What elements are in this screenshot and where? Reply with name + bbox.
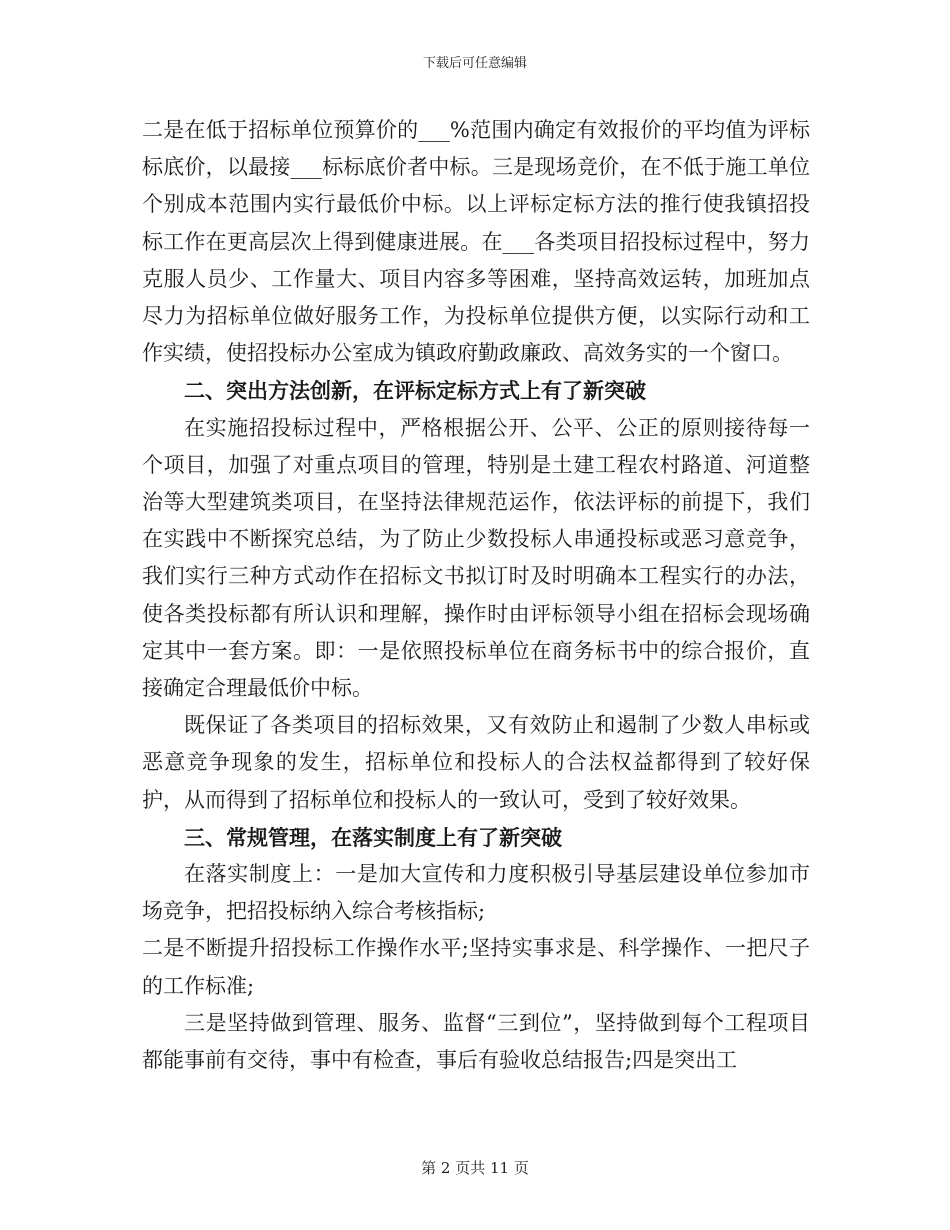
page-header: 下载后可任意编辑 bbox=[422, 56, 527, 71]
page-footer: 第 2 页共 11 页 bbox=[421, 1159, 529, 1177]
paragraph-2: 在实施招投标过程中，严格根据公开、公平、公正的原则接待每一个项目，加强了对重点项目的管理，特别是土建工程农村路道、河道整治等大型建筑类项目，在坚持法律规范运作，依法评标的前提下，我们在实践中不断探究总结，为了防止少数投标人串通投标或恶习意竞争，我们实行三种方式动作在招标文书拟订时及时明确本工程实行的办法，使各类投标都有所认识和理解，操作时由评标领导小组在招标会现场确定其中一套方案。即：一是依照投标单位在商务标书中的综合报价，直接确定合理最低价中标。 bbox=[142, 415, 810, 701]
paragraph-3: 既保证了各类项目的招标效果，又有效防止和遏制了少数人串标或恶意竞争现象的发生，招标单位和投标人的合法权益都得到了较好保护，从而得到了招标单位和投标人的一致认可，受到了较好效果。 bbox=[142, 713, 810, 812]
paragraph-6: 三是坚持做到管理、服务、监督“三到位”，坚持做到每个工程项目都能事前有交待，事中有检查，事后有验收总结报告;四是突出工 bbox=[142, 1010, 810, 1073]
paragraph-5: 二是不断提升招投标工作操作水平;坚持实事求是、科学操作、一把尺子的工作标准; bbox=[142, 936, 810, 998]
document-body bbox=[142, 112, 810, 1079]
paragraph-1: 二是在低于招标单位预算价的___%范围内确定有效报价的平均值为评标标底价，以最接___标标底价者中标。三是现场竞价，在不低于施工单位个别成本范围内实行最低价中标。以上评标定标方法的推行使我镇招投标工作在更高层次上得到健康进展。在___各类项目招投标过程中，努力克服人员少、工作量大、项目内容多等困难，坚持高效运转，加班加点尽力为招标单位做好服务工作，为投标单位提供方便，以实际行动和工作实绩，使招投标办公室成为镇政府勤政廉政、高效务实的一个窗口。 bbox=[142, 118, 810, 366]
paragraph-4: 在落实制度上：一是加大宣传和力度积极引导基层建设单位参加市场竞争，把招投标纳入综合考核指标; bbox=[142, 862, 810, 924]
section-heading-3: 三、常规管理，在落实制度上有了新突破 bbox=[184, 824, 562, 850]
section-heading-2: 二、突出方法创新，在评标定标方式上有了新突破 bbox=[184, 378, 646, 404]
